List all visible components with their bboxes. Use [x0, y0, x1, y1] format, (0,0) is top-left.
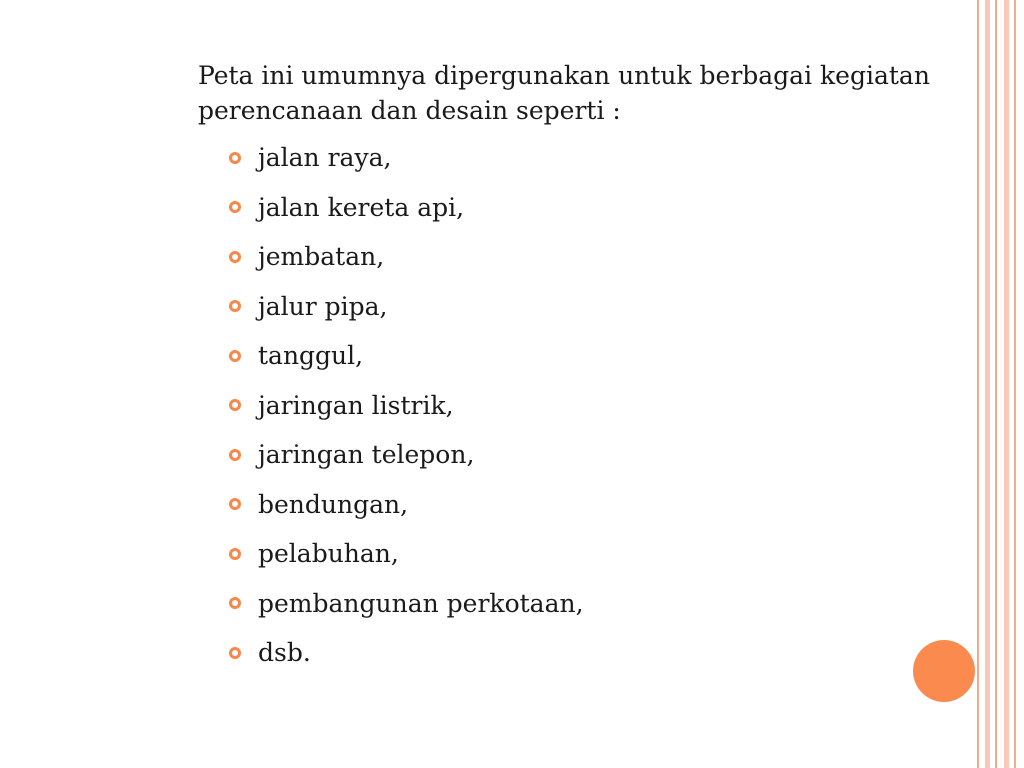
ring-bullet-icon	[229, 300, 241, 312]
orange-circle-icon	[913, 640, 975, 702]
ring-bullet-icon	[229, 597, 241, 609]
list-item-label: jaringan listrik,	[258, 390, 454, 420]
intro-paragraph: Peta ini umumnya dipergunakan untuk berbagai kegiatan perencanaan dan desain seperti :	[198, 61, 930, 125]
list-item	[198, 628, 978, 678]
list-item-label: tanggul,	[258, 341, 364, 371]
list-item-label: jalur pipa,	[258, 291, 388, 321]
frame-band-inner	[985, 0, 990, 768]
ring-bullet-icon	[229, 251, 241, 263]
list-item	[198, 381, 978, 431]
slide-content	[198, 58, 978, 678]
list-item	[198, 430, 978, 480]
list-item-label: dsb.	[258, 638, 311, 668]
list-item-label: jalan raya,	[258, 143, 392, 173]
list-item	[198, 579, 978, 629]
ring-bullet-icon	[229, 350, 241, 362]
list-item-label: bendungan,	[258, 489, 409, 519]
ring-bullet-icon	[229, 152, 241, 164]
list-item-label: jaringan telepon,	[258, 440, 475, 470]
list-item	[198, 232, 978, 282]
bullet-list	[198, 133, 978, 678]
ring-bullet-icon	[229, 399, 241, 411]
list-item	[198, 480, 978, 530]
ring-bullet-icon	[229, 548, 241, 560]
ring-bullet-icon	[229, 498, 241, 510]
ring-bullet-icon	[229, 201, 241, 213]
list-item	[198, 183, 978, 233]
list-item	[198, 331, 978, 381]
frame-line-middle	[995, 0, 997, 768]
frame-line-right	[1014, 0, 1016, 768]
list-item-label: jalan kereta api,	[258, 192, 465, 222]
list-item	[198, 282, 978, 332]
frame-band-outer	[1004, 0, 1009, 768]
list-item-label: jembatan,	[258, 242, 385, 272]
ring-bullet-icon	[229, 647, 241, 659]
list-item	[198, 133, 978, 183]
ring-bullet-icon	[229, 449, 241, 461]
list-item	[198, 529, 978, 579]
list-item-label: pembangunan perkotaan,	[258, 588, 584, 618]
list-item-label: pelabuhan,	[258, 539, 399, 569]
